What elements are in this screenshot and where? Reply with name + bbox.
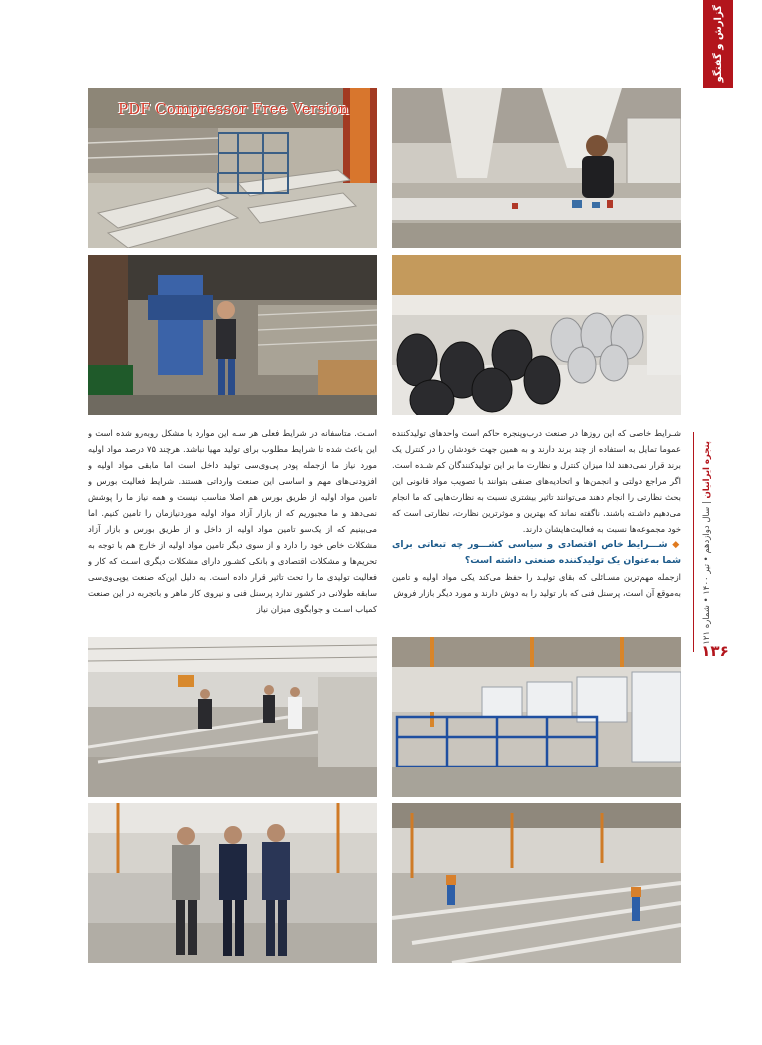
magazine-sidebar-text: پنجره ایرانیان | سال دوازدهم • تیر ۱۴۰۰ • شماره ۱۲۱ xyxy=(702,440,712,645)
section-tab-label: گزارش و گفتگو xyxy=(712,5,724,83)
photo-technician-control-panel xyxy=(392,88,681,248)
magazine-brand: پنجره ایرانیان xyxy=(702,440,712,499)
photo-worker-drill-machine xyxy=(88,255,377,415)
bullet-icon: ◆ xyxy=(667,539,681,550)
section-tab xyxy=(703,0,733,88)
magazine-sidebar-title xyxy=(696,420,718,665)
article-paragraph: اسـت. متاسفانه در شرایط فعلی هر سـه این موارد با مشکل روبه‌رو شده است و این باعث شده تا شرایط مطلوب برای تولید مهیا نباشد. هرچند ۷۵ درصد مواد اولیه مورد نیاز ما ازجمله پودر پی‌وی‌سی تولید داخل است اما مابقی مواد اولیه و افزودنی‌های مهم و اساسی این صنعت وارداتی هستند. شرایط فعالیت بورس و تامین مواد اولیه از طریق بورس هم اصلا مناسب نیست و همه نیاز ما را پوشش نمی‌دهد و ما مجبوریم که از بازار آزاد مواد اولیه موردنیازمان را تامین کنیم. اما می‌بینیم که از یک‌سو تامین مواد اولیه از داخل و از طریق بورس و بازار آزاد مشکلات خاص خود را دارد و از سوی دیگر تامین مواد اولیه از خارج هم با توجه به تحریم‌ها و مشکلات اقتصادی و بانکی کشـور دارای مشکلات دیگری اسـت که کار و فعالیت تولیدی ما را تحت تاثیر قرار داده است. به دلیل این‌که صنعت یوپی‌وی‌سی سابقه طولانی در کشور ندارد پرسنل فنی و نیروی کار ماهر و باتجربه در این صنعت کمیاب اسـت و جوابگوی میزان نیاز xyxy=(88,428,377,614)
article-column-right xyxy=(392,425,681,630)
article-question-text: شـــرایط خاص اقتصادی و سیاسی کشـــور چه تبعاتی برای شما به‌عنوان یک تولیدکننده صنعتی داشته است؟ xyxy=(392,539,681,566)
magazine-issue: سال دوازدهم • تیر ۱۴۰۰ • شماره ۱۲۱ xyxy=(702,506,712,645)
article-paragraph: شـرایط خاصی که این روزها در صنعت درب‌وپنجره حاکم است واحدهای تولیدکننده عموما تمایل به استفاده از چند برند دارند و به همین جهت خودشان را در کنترل یک برند قرار نمی‌دهند لذا میزان کنترل و نظارت ما بر این تولیدکنندگان کم شـده است. اگر مراجع دولتی و انجمن‌ها و اتحادیه‌های صنفی بتوانند با تصویب مواد قانونی این بحث نظارتی را انجام دهند می‌توانند تاثیر بیشتری نسبت به نظارت‌هایی که ما انجام می‌دهیم داشـته باشند. ناگفته نماند که بهترین و موثرترین نظارت، نظارتی است که خود مجموعه‌ها نسبت به فعالیت‌هایشان دارند. xyxy=(392,428,681,534)
photo-cable-reels xyxy=(392,255,681,415)
page-number: ۱۳۶ xyxy=(701,642,729,660)
watermark-text: PDF Compressor Free Version xyxy=(118,100,349,118)
article-paragraph: ازجمله مهم‌ترین مسـائلی که بقای تولیـد را حفظ می‌کند یکی مواد اولیه و تامین به‌موقع آن است، پرسنل فنی که بار تولید را به دوش دارند و مورد دیگر بازار فروش xyxy=(392,572,681,598)
photo-production-line-workers xyxy=(88,637,377,797)
article-column-left xyxy=(88,425,377,630)
article-question-heading xyxy=(392,537,681,569)
photo-blue-shelving-storage xyxy=(392,637,681,797)
photo-factory-floor xyxy=(392,803,681,963)
photo-three-managers xyxy=(88,803,377,963)
sidebar-divider xyxy=(693,432,694,652)
